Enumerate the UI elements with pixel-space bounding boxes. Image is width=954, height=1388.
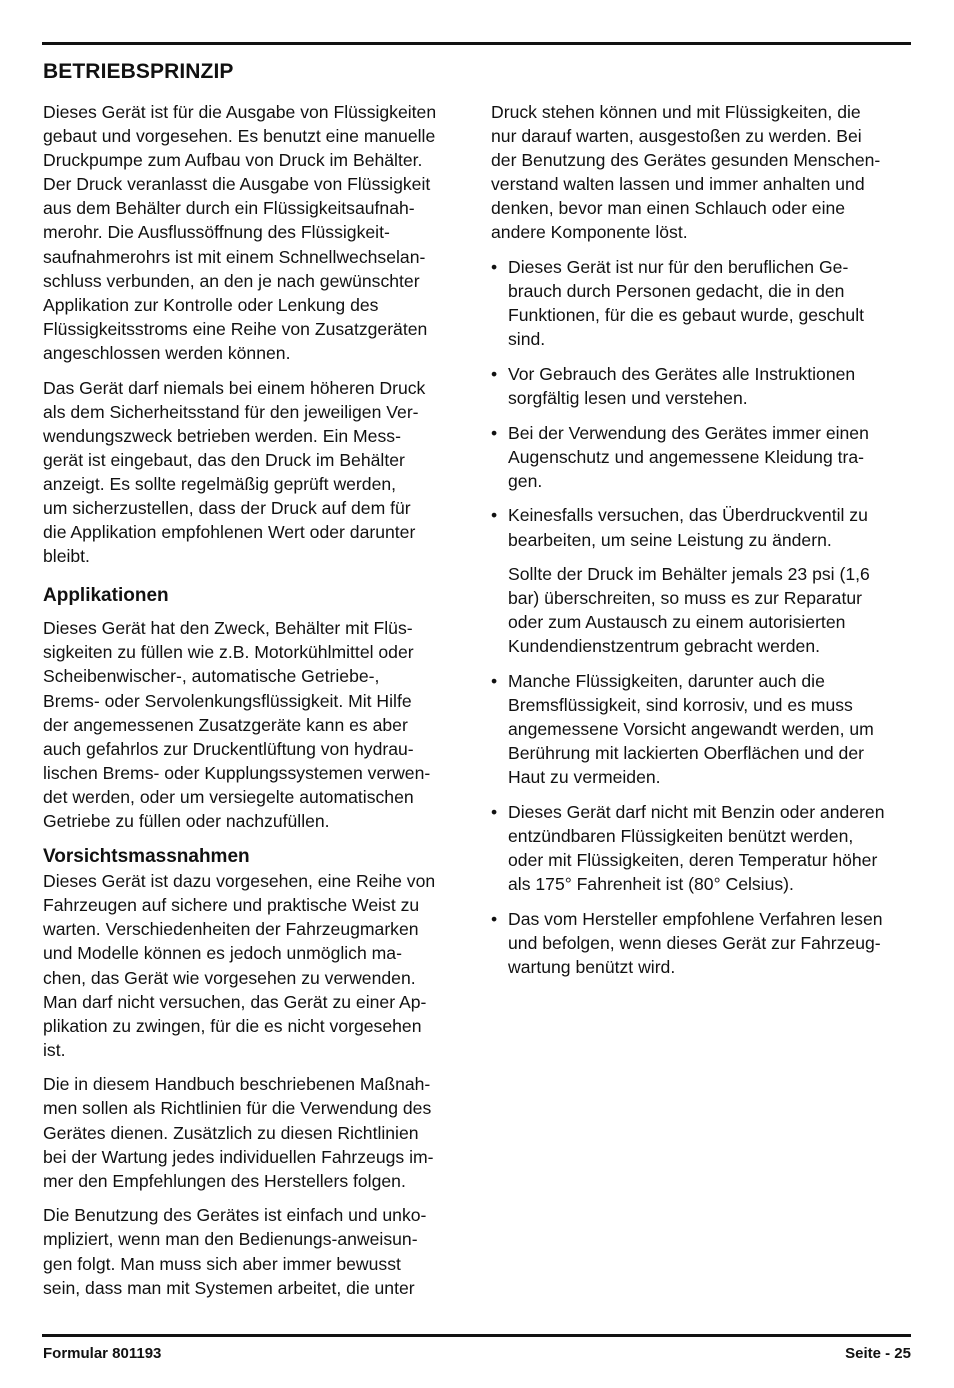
bullet-eye-protection (491, 421, 913, 493)
page-number: Seite - 25 (845, 1345, 911, 1362)
bullet-text: Dieses Gerät ist nur für den beruflichen Ge- brauch durch Personen gedacht, die in den Funktionen, für die es gebaut wurde, geschult sind. (508, 257, 865, 350)
form-number: Formular 801193 (43, 1345, 162, 1362)
bullet-marker: • (491, 363, 498, 384)
top-rule (42, 42, 911, 45)
continued-paragraph: Druck stehen können und mit Flüssigkeiten, die nur darauf warten, ausgestoßen zu werden. Bei der Benutzung des Gerätes gesunden Menschen- verstand walten lassen und immer anhalten und denken, bevor man einen Schlauch oder eine andere Komponente löst. (491, 102, 881, 243)
applications-heading: Applikationen (43, 585, 169, 607)
bullet-marker: • (491, 505, 498, 526)
bottom-rule (42, 1334, 911, 1337)
precautions-paragraph-3: Die Benutzung des Gerätes ist einfach und unko- mpliziert, wenn man den Bedienungs-anweisun- gen folgt. Man muss sich aber immer bewusst sein, dass man mit Systemen arbeitet, die unter (43, 1205, 427, 1298)
bullet-text: Dieses Gerät darf nicht mit Benzin oder anderen entzündbaren Flüssigkeiten benützt werden, oder mit Flüssigkeiten, deren Temperatur höher als 175° Fahrenheit ist (80° Celsius). (508, 801, 885, 895)
right-column (491, 100, 913, 979)
relief-valve-note: Sollte der Druck im Behälter jemals 23 psi (1,6 bar) überschreiten, so muss es zur Reparatur oder zum Austausch zu einem autorisierten Kundendienstzentrum gebracht werden. (508, 564, 870, 657)
pressure-paragraph: Das Gerät darf niemals bei einem höheren Druck als dem Sicherheitsstand für den jeweiligen Ver- wendungszweck betrieben werden. Ein Mess- gerät ist eingebaut, das den Druck im Behälter anzeigt. Es sollte regelmäßig geprüft werden, um sicherzustellen, dass der Druck auf dem für die Applikation empfohlenen Wert oder darunter bleibt. (43, 377, 426, 567)
bullet-professional-use (491, 255, 913, 351)
intro-paragraph: Dieses Gerät ist für die Ausgabe von Flüssigkeiten gebaut und vorgesehen. Es benutzt eine manuelle Druckpumpe zum Aufbau von Druck im Behälter. Der Druck veranlasst die Ausgabe von Flüssigkeit aus dem Behälter durch ein Flüssigkeitsaufnah- merohr. Die Ausflussöffnung des Flüssigkeit- saufnahmerohrs ist mit einem Schnellwechselan- schluss verbunden, an den je nach gewünschter Applikation zur Kontrolle oder Lenkung des Flüssigkeitsstroms eine Reihe von Zusatzgeräten angeschlossen werden können. (43, 102, 437, 363)
bullet-flammable-fluids (491, 800, 913, 896)
precautions-paragraph-1: Dieses Gerät ist dazu vorgesehen, eine Reihe von Fahrzeugen auf sichere und praktische Weist zu warten. Verschiedenheiten der Fahrzeugmarken und Modelle können es jedoch unmöglich ma- chen, das Gerät wie vorgesehen zu verwenden. Man darf nicht versuchen, das Gerät zu einer Ap- plikation zu zwingen, für die es nicht vorgesehen ist. (43, 871, 436, 1060)
page-heading: BETRIEBSPRINZIP (43, 60, 234, 83)
bullet-marker: • (491, 908, 498, 929)
precautions-heading: Vorsichtsmassnahmen (43, 846, 250, 868)
bullet-text: Das vom Hersteller empfohlene Verfahren lesen und befolgen, wenn dieses Gerät zur Fahrzeug- wartung benützt wird. (508, 908, 883, 977)
bullet-corrosive-fluids (491, 669, 913, 789)
bullet-text: Keinesfalls versuchen, das Überdruckventil zu bearbeiten, um seine Leistung zu ändern. (508, 505, 868, 550)
bullet-marker: • (491, 801, 498, 822)
bullet-marker: • (491, 422, 498, 443)
bullet-text: Bei der Verwendung des Gerätes immer einen Augenschutz und angemessene Kleidung tra- gen. (508, 422, 869, 491)
left-column (43, 100, 463, 1300)
precautions-paragraph-2: Die in diesem Handbuch beschriebenen Maßnah- men sollen als Richtlinien für die Verwendung des Gerätes dienen. Zusätzlich zu diesen Richtlinien bei der Wartung jedes individuellen Fahrzeugs im- mer den Empfehlungen des Herstellers folgen. (43, 1074, 434, 1191)
bullet-read-instructions (491, 362, 913, 410)
bullet-text: Manche Flüssigkeiten, darunter auch die Bremsflüssigkeit, sind korrosiv, und es muss angemessene Vorsicht angewandt werden, um Berührung mit lackierten Oberflächen und der Haut zu vermeiden. (508, 670, 874, 788)
bullet-text: Vor Gebrauch des Gerätes alle Instruktionen sorgfältig lesen und verstehen. (508, 363, 856, 409)
bullet-marker: • (491, 670, 498, 691)
bullet-manufacturer-procedure (491, 907, 913, 979)
bullet-relief-valve (491, 503, 913, 551)
bullet-marker: • (491, 257, 498, 278)
applications-paragraph: Dieses Gerät hat den Zweck, Behälter mit Flüs- sigkeiten zu füllen wie z.B. Motorkühlmittel oder Scheibenwischer-, automatische Getriebe-, Brems- oder Servolenkungsflüssigkeit. Mit Hilfe der angemessenen Zusatzgeräte kann es aber auch gefahrlos zur Druckentlüftung von hydrau- lischen Brems- oder Kupplungssystemen verwen- det werden, oder um versiegelte automatischen Getriebe zu füllen oder nachzufüllen. (43, 618, 431, 832)
